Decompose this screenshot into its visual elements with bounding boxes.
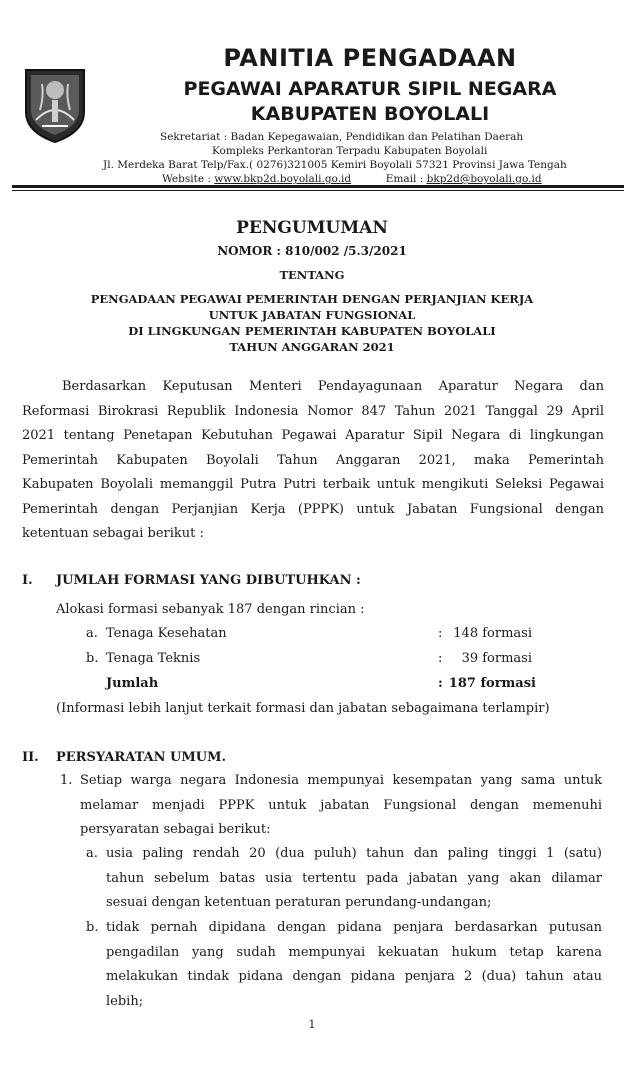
announcement-number: NOMOR : 810/002 /5.3/2021	[217, 244, 407, 258]
paragraph-line: melamar menjadi PPPK untuk jabatan Fungsional dengan memenuhi	[80, 797, 602, 813]
website-label: Website :	[162, 173, 215, 185]
email-link[interactable]: bkp2d@boyolali.go.id	[426, 173, 542, 185]
item-label-health: Tenaga Kesehatan	[106, 626, 227, 641]
section-2-heading: PERSYARATAN UMUM.	[56, 750, 227, 765]
section-1-intro: Alokasi formasi sebanyak 187 dengan rincian :	[56, 602, 365, 617]
paragraph-line: usia paling rendah 20 (dua puluh) tahun dan paling tinggi 1 (satu)	[106, 846, 602, 861]
paragraph-line: 2021 tentang Penetapan Kebutuhan Pegawai Aparatur Sipil Negara di lingkungan	[22, 428, 604, 443]
paragraph-line: Setiap warga negara Indonesia mempunyai kesempatan yang sama untuk	[80, 773, 602, 788]
paragraph-line: lebih;	[106, 993, 144, 1009]
sub-b-text	[106, 916, 602, 1014]
total-value: 187 formasi	[448, 676, 536, 691]
letterhead-divider-thick	[12, 185, 624, 188]
announcement-title: PENGUMUMAN	[236, 218, 388, 238]
letterhead-secretariat: Sekretariat : Badan Kepegawaian, Pendidikan dan Pelatihan Daerah	[160, 131, 524, 143]
subject-line: UNTUK JABATAN FUNGSIONAL	[208, 308, 416, 322]
item-letter: b.	[86, 651, 99, 666]
item-label-technical: Tenaga Teknis	[106, 651, 201, 666]
item-colon: :	[438, 626, 443, 641]
item-letter: a.	[86, 626, 98, 641]
subject-line: PENGADAAN PEGAWAI PEMERINTAH DENGAN PERJANJIAN KERJA	[90, 292, 534, 306]
point-1-text	[80, 769, 602, 843]
paragraph-line: ketentuan sebagai berikut :	[22, 526, 204, 541]
total-colon: :	[438, 676, 443, 691]
letterhead-address: Jl. Merdeka Barat Telp/Fax.( 0276)321005 Kemiri Boyolali 57321 Provinsi Jawa Tengah	[103, 159, 567, 171]
announcement-subject	[0, 291, 624, 355]
paragraph-line: Pemerintah Kabupaten Boyolali Tahun Anggaran 2021, maka Pemerintah	[22, 452, 604, 468]
letterhead-title: PANITIA PENGADAAN	[223, 44, 517, 72]
section-2-number: II.	[22, 750, 39, 765]
letterhead-divider-thin	[12, 190, 624, 191]
website-link[interactable]: www.bkp2d.boyolali.go.id	[214, 173, 352, 185]
section-1-number: I.	[22, 573, 33, 588]
paragraph-line: Kabupaten Boyolali memanggil Putra Putri terbaik untuk mengikuti Seleksi Pegawai	[22, 477, 604, 492]
letterhead-complex: Kompleks Perkantoran Terpadu Kabupaten Boyolali	[212, 145, 488, 157]
paragraph-line: sesuai dengan ketentuan peraturan perundang-undangan;	[106, 895, 492, 910]
paragraph-line: Reformasi Birokrasi Republik Indonesia Nomor 847 Tahun 2021 Tanggal 29 April	[22, 403, 604, 419]
section-1-note: (Informasi lebih lanjut terkait formasi dan jabatan sebagaimana terlampir)	[56, 701, 550, 716]
subject-line: DI LINGKUNGAN PEMERINTAH KABUPATEN BOYOLALI	[128, 324, 496, 338]
email-label: Email :	[385, 173, 427, 185]
paragraph-line: tidak pernah dipidana dengan pidana penjara berdasarkan putusan	[106, 920, 602, 935]
sub-a-letter: a.	[86, 846, 98, 861]
paragraph-line: persyaratan sebagai berikut:	[80, 822, 271, 837]
paragraph-line: Pemerintah dengan Perjanjian Kerja (PPPK) untuk Jabatan Fungsional dengan	[22, 501, 604, 517]
intro-paragraph	[22, 375, 604, 547]
item-value-health: 148 formasi	[453, 626, 532, 641]
page-number: 1	[308, 1018, 316, 1031]
total-label: Jumlah	[106, 676, 159, 691]
boyolali-emblem-logo	[22, 60, 88, 144]
sub-a-text	[106, 842, 602, 916]
paragraph-line: melakukan tindak pidana dengan pidana penjara 2 (dua) tahun atau	[106, 969, 602, 984]
section-1-heading: JUMLAH FORMASI YANG DIBUTUHKAN :	[56, 573, 361, 588]
item-colon: :	[438, 651, 443, 666]
paragraph-line: pengadilan yang sudah mempunyai kekuatan hukum tetap karena	[106, 944, 602, 960]
letterhead-contact	[162, 173, 542, 185]
point-1-number: 1.	[60, 773, 73, 788]
paragraph-line: Berdasarkan Keputusan Menteri Pendayagunaan Aparatur Negara dan	[62, 379, 604, 394]
sub-b-letter: b.	[86, 920, 99, 935]
paragraph-line: tahun sebelum batas usia tertentu pada jabatan yang akan dilamar	[106, 870, 602, 886]
letterhead-regency: KABUPATEN BOYOLALI	[250, 103, 490, 125]
subject-line: TAHUN ANGGARAN 2021	[229, 340, 395, 354]
letterhead-subtitle: PEGAWAI APARATUR SIPIL NEGARA	[183, 78, 557, 100]
item-value-technical: 39 formasi	[461, 651, 532, 666]
announcement-about: TENTANG	[279, 268, 345, 282]
